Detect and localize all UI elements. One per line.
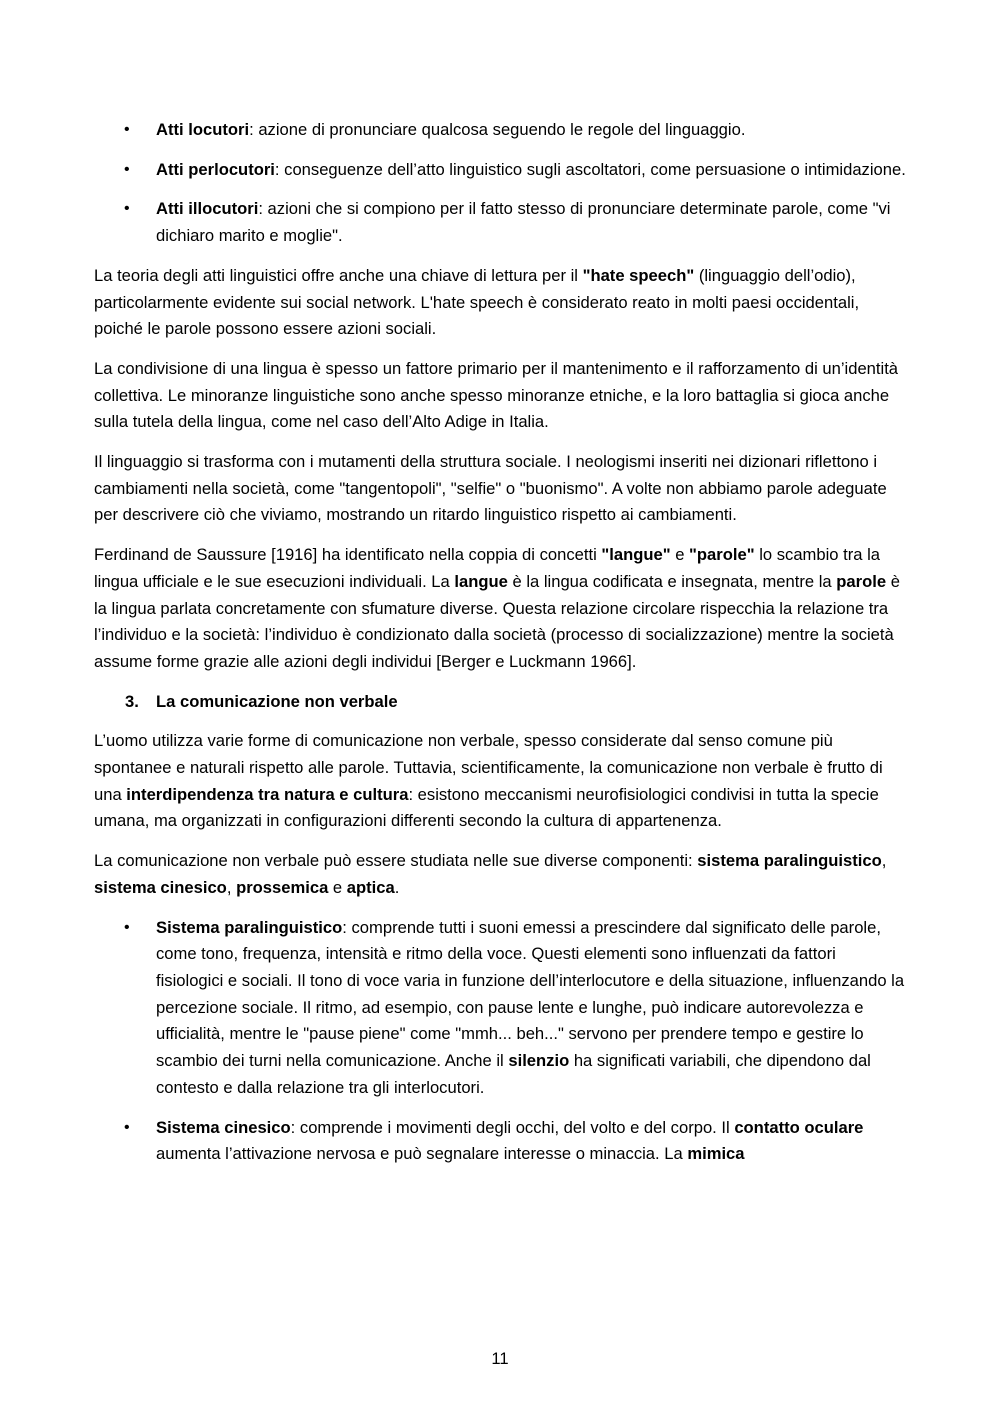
text-span: , bbox=[226, 877, 237, 897]
paragraph-neologisms: Il linguaggio si trasforma con i mutamenti della struttura sociale. I neologismi inseriti nei dizionari riflettono i cambiamenti nella società, come "tangentopoli", "selfie" o "buonismo". A volte non abbiamo parole adeguate per descrivere ciò che viviamo, mostrando un ritardo linguistico rispetto ai cambiamenti. bbox=[94, 452, 887, 525]
paragraph-hate-speech bbox=[94, 263, 906, 343]
term-atti-perlocutori: Atti perlocutori bbox=[156, 159, 275, 179]
text-span: ha significati variabili, che dipendono dal contesto e dalla relazione tra gli interlocutori. bbox=[156, 1051, 871, 1097]
text-span: lo scambio tra la lingua ufficiale e le sue esecuzioni individuali. La bbox=[94, 545, 881, 591]
list-item-text: : conseguenze dell’atto linguistico sugli ascoltatori, come persuasione o intimidazione. bbox=[274, 159, 906, 179]
term-contatto-oculare: contatto oculare bbox=[734, 1117, 864, 1137]
term-atti-illocutori: Atti illocutori bbox=[156, 199, 259, 219]
term-parole-quoted: "parole" bbox=[689, 545, 755, 565]
term-silenzio: silenzio bbox=[508, 1051, 570, 1071]
list-item bbox=[94, 157, 906, 184]
text-span: , bbox=[881, 851, 887, 871]
term-atti-locutori: Atti locutori bbox=[156, 120, 250, 139]
text-span: Ferdinand de Saussure [1916] ha identificato nella coppia di concetti bbox=[94, 545, 602, 565]
text-span: è la lingua parlata concretamente con sfumature diverse. Questa relazione circolare rispecchia la relazione tra l’individuo e la società: l’individuo è condizionato dalla società (processo di socializzazione) mentre la società assume forme grazie alle azioni degli individui [Berger e Luckmann 1966]. bbox=[94, 571, 900, 671]
term-mimica: mimica bbox=[687, 1144, 745, 1164]
text-span: . bbox=[394, 877, 400, 897]
text-span: : esistono meccanismi neurofisiologici condivisi in tutta la specie umana, ma organizzati in configurazioni differenti secondo la cultura di appartenenza. bbox=[94, 784, 879, 831]
text-span: e bbox=[670, 545, 690, 565]
text-span: aumenta l’attivazione nervosa e può segnalare interesse o minaccia. La bbox=[156, 1144, 688, 1164]
term-cinesico: Sistema cinesico bbox=[156, 1117, 291, 1137]
speech-acts-list bbox=[94, 117, 906, 250]
page-content bbox=[94, 117, 906, 1181]
nonverbal-components-list bbox=[94, 915, 906, 1168]
text-span: La teoria degli atti linguistici offre anche una chiave di lettura per il bbox=[94, 265, 583, 285]
page-number: 11 bbox=[491, 1349, 509, 1368]
term-interdipendenza: interdipendenza tra natura e cultura bbox=[126, 784, 409, 804]
paragraph-saussure bbox=[94, 542, 906, 676]
section-number: 3. bbox=[125, 691, 139, 711]
bullet-icon: • bbox=[124, 918, 130, 936]
list-item bbox=[94, 915, 906, 1102]
list-item bbox=[94, 1115, 906, 1168]
list-item bbox=[94, 196, 906, 249]
bullet-icon: • bbox=[124, 1118, 130, 1136]
paragraph-identity: La condivisione di una lingua è spesso un fattore primario per il mantenimento e il rafforzamento di un’identità collettiva. Le minoranze linguistiche sono anche spesso minoranze etniche, e la loro battaglia si gioca anche sulla tutela della lingua, come nel caso dell’Alto Adige in Italia. bbox=[94, 358, 899, 432]
bullet-icon: • bbox=[124, 121, 130, 138]
section-heading bbox=[94, 689, 906, 716]
paragraph-components bbox=[94, 848, 906, 901]
term-langue: langue bbox=[454, 571, 508, 591]
list-item-text: : azione di pronunciare qualcosa seguendo le regole del linguaggio. bbox=[249, 120, 746, 139]
text-span: : comprende tutti i suoni emessi a prescindere dal significato delle parole, come tono, frequenza, intensità e ritmo della voce. Questi elementi sono influenzati da fattori fisiologici e sociali. Il tono di voce varia in funzione dell’interlocutore e della situazione, influenzando la percezione sociale. Il ritmo, ad esempio, con pause lente e lunghe, può indicare autorevolezza e ufficialità, mentre le "pause piene" come "mmh... beh..." servono per prendere tempo e gestire lo scambio dei turni nella comunicazione. Anche il bbox=[156, 917, 905, 1071]
text-span: e bbox=[328, 877, 347, 897]
text-span: L’uomo utilizza varie forme di comunicazione non verbale, spesso considerate dal senso comune più spontanee e naturali rispetto alle parole. Tuttavia, scientificamente, la comunicazione non verbale è frutto di una bbox=[94, 731, 883, 804]
term-langue-quoted: "langue" bbox=[601, 545, 671, 565]
term-sistema-cinesico: sistema cinesico bbox=[94, 877, 227, 897]
text-span: : comprende i movimenti degli occhi, del volto e del corpo. Il bbox=[290, 1117, 735, 1137]
term-paralinguistico: Sistema paralinguistico bbox=[156, 917, 343, 937]
term-hate-speech: "hate speech" bbox=[582, 265, 695, 285]
text-span: è la lingua codificata e insegnata, mentre la bbox=[507, 571, 837, 591]
list-item bbox=[94, 117, 906, 144]
term-prossemica: prossemica bbox=[236, 877, 329, 897]
term-sistema-paralinguistico: sistema paralinguistico bbox=[697, 851, 882, 871]
list-item-text: : azioni che si compiono per il fatto stesso di pronunciare determinate parole, come "vi dichiaro marito e moglie". bbox=[156, 199, 891, 246]
section-title: La comunicazione non verbale bbox=[156, 691, 398, 711]
text-span: (linguaggio dell’odio), particolarmente evidente sui social network. L'hate speech è considerato reato in molti paesi occidentali, poiché le parole possono essere azioni sociali. bbox=[94, 265, 860, 339]
bullet-icon: • bbox=[124, 160, 130, 178]
bullet-icon: • bbox=[124, 200, 130, 218]
text-span: La comunicazione non verbale può essere studiata nelle sue diverse componenti: bbox=[94, 851, 698, 871]
term-parole: parole bbox=[836, 571, 887, 591]
paragraph-nonverbal bbox=[94, 728, 906, 835]
term-aptica: aptica bbox=[346, 877, 395, 897]
